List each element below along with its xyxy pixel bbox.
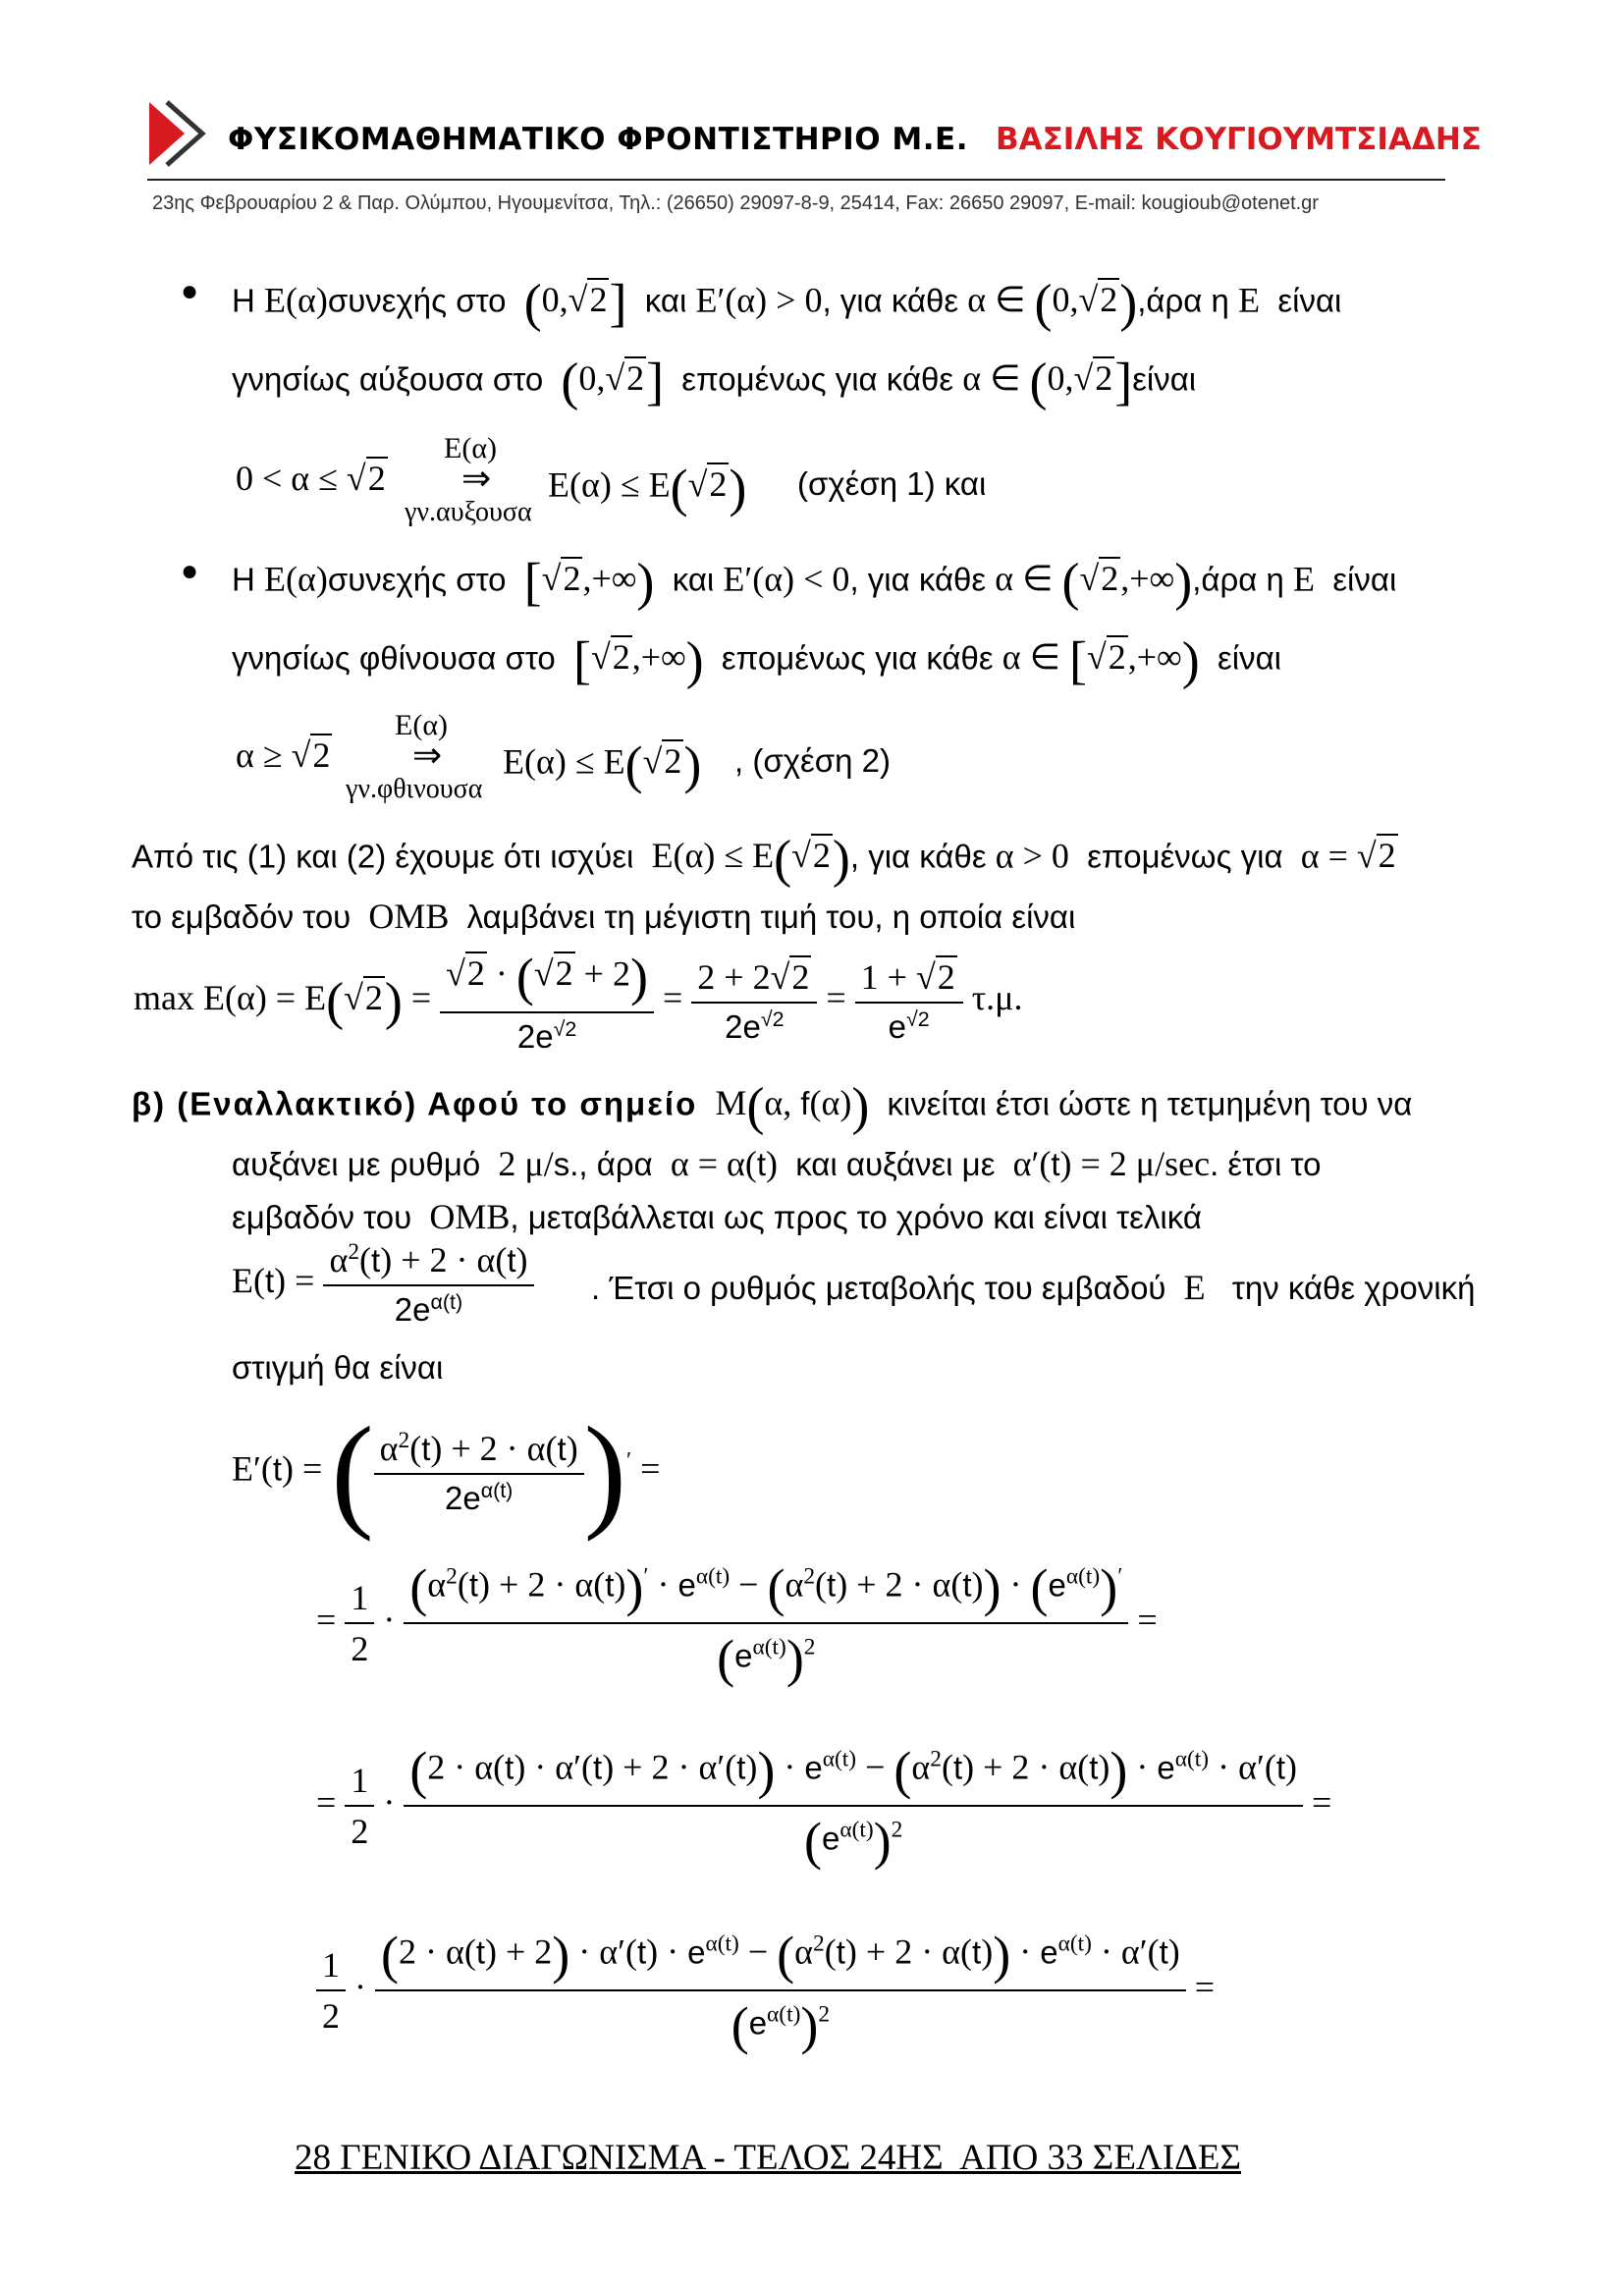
max-area-formula: max Ε(α) = Ε(√2) = $\frac{√2 \cdot (√2 + 2)}{2e^{√2}}$ = $\frac{2 + 2√2}{2e^{√2}}$ = $\frac{1 + √2}{e^{√2}}$ τ.μ.: [134, 948, 1023, 1055]
arrow-label-top: Ε(α): [444, 432, 498, 464]
text: συνεχής στο: [327, 282, 507, 319]
text: Η: [232, 282, 255, 319]
text: την κάθε χρονική: [1231, 1270, 1476, 1306]
beta-line-4: . Έτσι ο ρυθμός μεταβολής του εμβαδού Ε την κάθε χρονική: [591, 1268, 1476, 1307]
text: είναι: [1332, 561, 1397, 598]
text: αυξάνει με ρυθμό: [232, 1146, 481, 1182]
text: εμβαδόν του: [232, 1199, 412, 1235]
beta-heading: β) (Εναλλακτικό) Αφού το σημείο: [132, 1085, 698, 1122]
area-of-t-formula: Ε(t) = $\frac{\alpha^2(t) + 2 \cdot \alpha(t)}{2e^{\alpha(t)}}$: [232, 1239, 534, 1329]
text: και αυξάνει με: [795, 1146, 996, 1182]
beta-line-5: στιγμή θα είναι: [232, 1349, 444, 1386]
bullet-1-line-1: Η Ε(α)συνεχής στο (0,√2] και Ε′(α) > 0, για κάθε α ∈ (0,√2),άρα η Ε είναι: [232, 274, 1342, 333]
implies-arrow-icon: ⇒: [461, 459, 492, 498]
page-footer: 28 ΓΕΝΙΚΟ ΔΙΑΓΩΝΙΣΜΑ - ΤΕΛΟΣ 24ΗΣ ΑΠΟ 33 ΣΕΛΙΔΕΣ: [295, 2138, 1242, 2178]
arrow-label-bottom: γν.αυξουσα: [405, 497, 532, 527]
derivative-step-2: = $\frac{1}{2}$ · $(2 \cdot \alpha(t) \cdot \alpha'(t) + 2 \cdot \alpha'(t)) \cdot e^{\alpha(t)} - (\alpha^2(t) + 2 \cdot \alpha(t)) \cdot e^{\alpha(t)} \cdot \alpha'(t)$ $(e^{\alpha(t)})^2$ =: [316, 1741, 1332, 1871]
text: γνησίως αύξουσα στο: [232, 360, 544, 398]
text: και: [672, 561, 715, 598]
text: επομένως για: [1087, 838, 1283, 875]
area-line: το εμβαδόν του ΟΜΒ λαμβάνει τη μέγιστη τιμή του, η οποία είναι: [132, 897, 1076, 936]
text: , μεταβάλλεται ως προς το χρόνο και είναι τελικά: [510, 1199, 1202, 1235]
derivative-formula: Ε′(t) = ( $\frac{\alpha^2(t) + 2 \cdot \alpha(t)}{2e^{\alpha(t)}}$ )′ =: [232, 1401, 661, 1543]
logo-icon: [145, 96, 216, 171]
text: κινείται έτσι ώστε η τετμημένη του να: [887, 1085, 1413, 1122]
text: , για κάθε: [849, 838, 987, 875]
bullet-2-line-2: γνησίως φθίνουσα στο [√2,+∞) επομένως για κάθε α ∈ [√2,+∞) είναι: [232, 631, 1281, 690]
text: είναι: [1277, 282, 1342, 319]
header-divider: [147, 179, 1445, 181]
text: επομένως για κάθε: [721, 639, 994, 677]
bullet-dot-icon: ●: [181, 275, 199, 307]
text: το εμβαδόν του: [132, 898, 352, 935]
derivative-step-1: = $\frac{1}{2}$ · $\frac{(\alpha^2(t) + 2 \cdot \alpha(t))' \cdot e^{\alpha(t)} - (\alpha^2(t) + 2 \cdot \alpha(t)) \cdot (e^{\alpha(t)})'}{(e^{\alpha(t)})^2}$ =: [316, 1558, 1158, 1688]
text: . Έτσι ο ρυθμός μεταβολής του εμβαδού: [591, 1270, 1166, 1306]
beta-line-1: β) (Εναλλακτικό) Αφού το σημείο Μ(α, f(α)) κινείται έτσι ώστε η τετμημένη του να: [132, 1077, 1413, 1136]
bullet-2-line-1: Η Ε(α)συνεχής στο [√2,+∞) και Ε′(α) < 0, για κάθε α ∈ (√2,+∞),άρα η Ε είναι: [232, 553, 1397, 612]
implies-arrow-icon: ⇒: [412, 735, 443, 775]
author-name: ΒΑΣΙΛΗΣ ΚΟΥΓΙΟΥΜΤΣΙΑΔΗΣ: [996, 122, 1482, 157]
arrow-label-bottom: γν.φθινουσα: [346, 774, 483, 804]
text: είναι: [1218, 639, 1281, 677]
text: ,άρα η: [1192, 561, 1284, 598]
text: , για κάθε: [849, 561, 987, 598]
derivative-step-3: $\frac{1}{2}$ · $(2 \cdot \alpha(t) + 2) \cdot \alpha'(t) \cdot e^{\alpha(t)} - (\alpha^2(t) + 2 \cdot \alpha(t)) \cdot e^{\alpha(t)} \cdot \alpha'(t)$ $(e^{\alpha(t)})^2$ =: [316, 1925, 1215, 2056]
relation-label: , (σχέση 2): [734, 742, 891, 779]
text: Από τις (1) και (2) έχουμε ότι ισχύει: [132, 838, 634, 875]
text: ,άρα η: [1137, 282, 1229, 319]
text: ., άρα: [569, 1146, 653, 1182]
bullet-2-implication: α ≥ √2 Ε(α) ⇒ γν.φθινουσα Ε(α) ≤ Ε(√2) , (σχέση 2): [236, 709, 891, 804]
bullet-1-implication: 0 < α ≤ √2 Ε(α) ⇒ γν.αυξουσα Ε(α) ≤ Ε(√2) (σχέση 1) και: [236, 432, 987, 527]
conclusion-line: Από τις (1) και (2) έχουμε ότι ισχύει Ε(α) ≤ Ε(√2), για κάθε α > 0 επομένως για α = √2: [132, 830, 1396, 889]
address-line: 23ης Φεβρουαρίου 2 & Παρ. Ολύμπου, Ηγουμενίτσα, Τηλ.: (26650) 29097-8-9, 25414, Fax: 26650 29097, E-mail: kougioub@otenet.gr: [152, 192, 1319, 214]
text: γνησίως φθίνουσα στο: [232, 639, 556, 677]
bullet-1-line-2: γνησίως αύξουσα στο (0,√2] επομένως για κάθε α ∈ (0,√2]είναι: [232, 353, 1197, 411]
text: συνεχής στο: [327, 561, 507, 598]
text: . έτσι το: [1210, 1146, 1322, 1182]
beta-line-3: εμβαδόν του ΟΜΒ, μεταβάλλεται ως προς το χρόνο και είναι τελικά: [232, 1197, 1202, 1236]
units-label: τ.μ.: [971, 977, 1023, 1017]
text: Η: [232, 561, 255, 598]
text: λαμβάνει τη μέγιστη τιμή του, η οποία είναι: [466, 898, 1076, 935]
arrow-label-top: Ε(α): [395, 709, 449, 741]
text: είναι: [1132, 360, 1197, 398]
text: επομένως για κάθε: [681, 360, 954, 398]
bullet-dot-icon: ●: [181, 555, 199, 587]
text: και: [644, 282, 687, 319]
relation-label: (σχέση 1) και: [797, 465, 987, 502]
beta-line-2: αυξάνει με ρυθμό 2 μ/s., άρα α = α(t) και αυξάνει με α′(t) = 2 μ/sec. έτσι το: [232, 1144, 1322, 1183]
text: , για κάθε: [822, 282, 959, 319]
org-name: ΦΥΣΙΚΟΜΑΘΗΜΑΤΙΚΟ ΦΡΟΝΤΙΣΤΗΡΙΟ Μ.Ε.: [228, 122, 969, 157]
